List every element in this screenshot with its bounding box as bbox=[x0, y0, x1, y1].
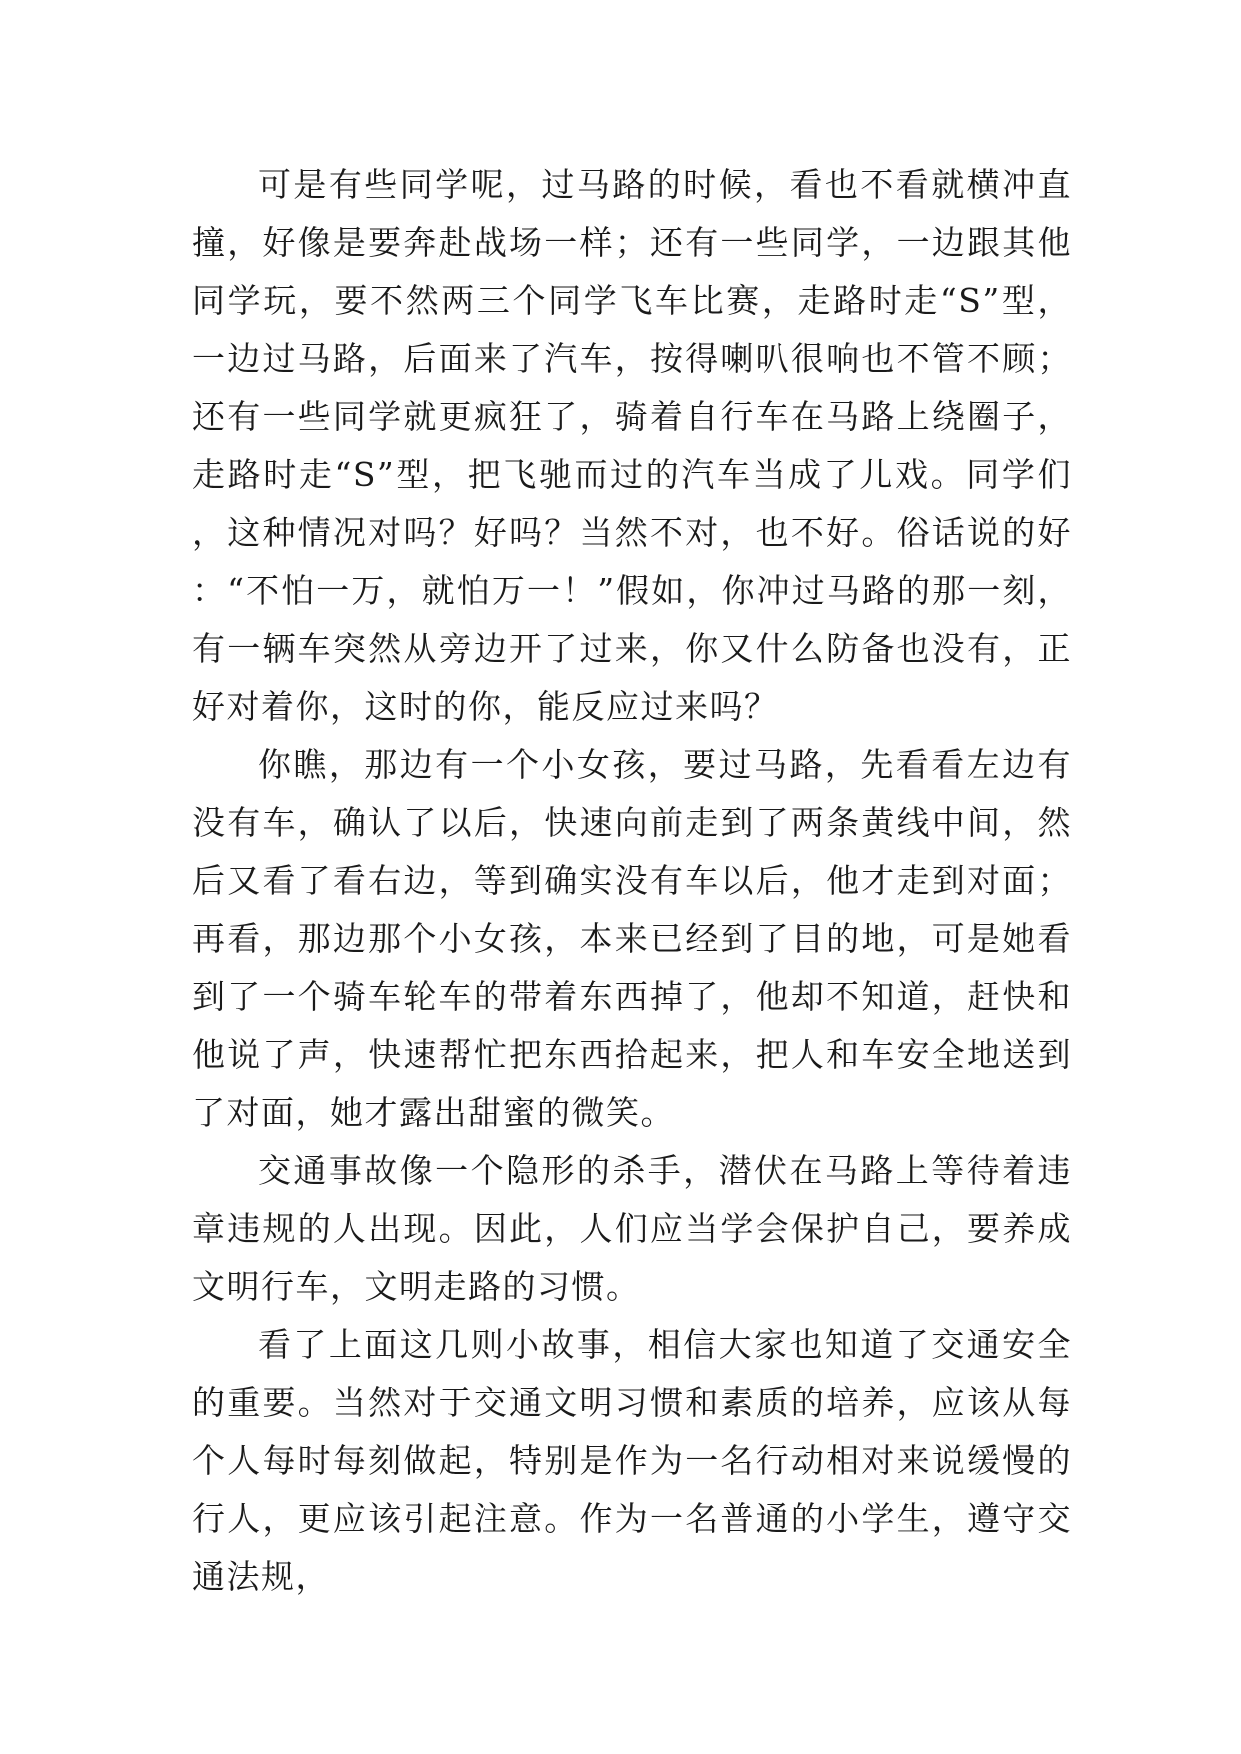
document-body bbox=[192, 156, 1072, 1606]
paragraph-traffic-accident-killer: 交通事故像一个隐形的杀手，潜伏在马路上等待着违章违规的人出现。因此，人们应当学会保护自己，要养成文明行车，文明走路的习惯。 bbox=[192, 1151, 1072, 1306]
paragraph-little-girl-crossing: 你瞧，那边有一个小女孩，要过马路，先看看左边有没有车，确认了以后，快速向前走到了两条黄线中间，然后又看了看右边，等到确实没有车以后，他才走到对面；再看，那边那个小女孩，本来已经到了目的地，可是她看到了一个骑车轮车的带着东西掉了，他却不知道，赶快和他说了声，快速帮忙把东西拾起来，把人和车安全地送到了对面，她才露出甜蜜的微笑。 bbox=[192, 745, 1072, 1132]
paragraph-traffic-safety-importance: 看了上面这几则小故事，相信大家也知道了交通安全的重要。当然对于交通文明习惯和素质的培养，应该从每个人每时每刻做起，特别是作为一名行动相对来说缓慢的行人，更应该引起注意。作为一名普通的小学生，遵守交通法规， bbox=[192, 1325, 1072, 1596]
paragraph-jaywalking-students: 可是有些同学呢，过马路的时候，看也不看就横冲直撞，好像是要奔赴战场一样；还有一些同学，一边跟其他同学玩，要不然两三个同学飞车比赛，走路时走“S”型，一边过马路，后面来了汽车，按得喇叭很响也不管不顾；还有一些同学就更疯狂了，骑着自行车在马路上绕圈子，走路时走“S”型，把飞驰而过的汽车当成了儿戏。同学们，这种情况对吗？好吗？当然不对，也不好。俗话说的好：“不怕一万，就怕万一！”假如，你冲过马路的那一刻，有一辆车突然从旁边开了过来，你又什么防备也没有，正好对着你，这时的你，能反应过来吗？ bbox=[192, 165, 1072, 726]
